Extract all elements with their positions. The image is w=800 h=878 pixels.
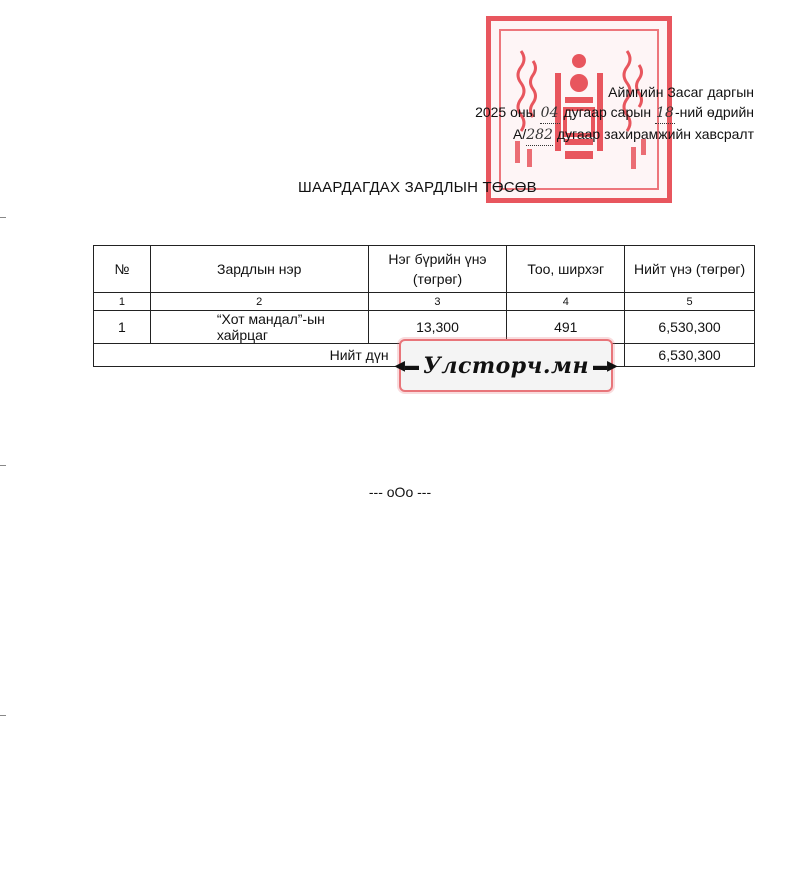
document-title: ШААРДАГДАХ ЗАРДЛЫН ТӨСӨВ — [298, 179, 537, 196]
margin-tick — [0, 217, 6, 218]
column-header-unit-price: Нэг бүрийн үнэ (төгрөг) — [368, 246, 507, 293]
column-header-total-price: Нийт үнэ (төгрөг) — [625, 246, 755, 293]
header-month-label: дугаар сарын — [563, 104, 652, 120]
wing-left-icon: ◀▬ — [394, 357, 419, 373]
watermark-text: Улсторч.мн — [422, 352, 590, 379]
row-number-cell: 1 — [94, 311, 151, 344]
column-number: 3 — [368, 293, 507, 311]
header-line-order — [475, 124, 754, 146]
column-number-row — [94, 293, 755, 311]
column-header-quantity: Тоо, ширхэг — [507, 246, 625, 293]
margin-tick — [0, 715, 6, 716]
end-of-document-mark: --- оОо --- — [368, 484, 432, 500]
column-number: 4 — [507, 293, 625, 311]
header-order-prefix: А/ — [513, 126, 527, 142]
total-price-cell: 6,530,300 — [625, 311, 755, 344]
header-month-fill: 04 — [540, 103, 560, 124]
wing-right-icon: ▬▶ — [593, 357, 618, 373]
header-order-number-fill: 282 — [526, 125, 553, 146]
grand-total-cell: 6,530,300 — [625, 344, 755, 367]
expense-name-cell: “Хот мандал”-ын хайрцаг — [150, 311, 368, 344]
column-header-number: № — [94, 246, 151, 293]
quantity-cell: 491 — [507, 311, 625, 344]
total-label-cell: Нийт дүн — [94, 344, 625, 367]
watermark-logo — [394, 339, 618, 392]
column-number: 2 — [150, 293, 368, 311]
header-line-date — [475, 102, 754, 124]
header-day-label: -ний өдрийн — [674, 104, 754, 120]
header-day-fill: 18 — [655, 103, 675, 124]
appendix-header — [475, 82, 754, 146]
unit-price-cell: 13,300 — [368, 311, 507, 344]
header-line-authority: Аймгийн Засаг даргын — [608, 84, 754, 100]
column-number: 1 — [94, 293, 151, 311]
column-number: 5 — [625, 293, 755, 311]
margin-tick — [0, 465, 6, 466]
header-order-label: дугаар захирамжийн хавсралт — [556, 126, 754, 142]
header-year-text: 2025 оны — [475, 104, 536, 120]
table-header-row — [94, 246, 755, 293]
column-header-expense-name: Зардлын нэр — [150, 246, 368, 293]
